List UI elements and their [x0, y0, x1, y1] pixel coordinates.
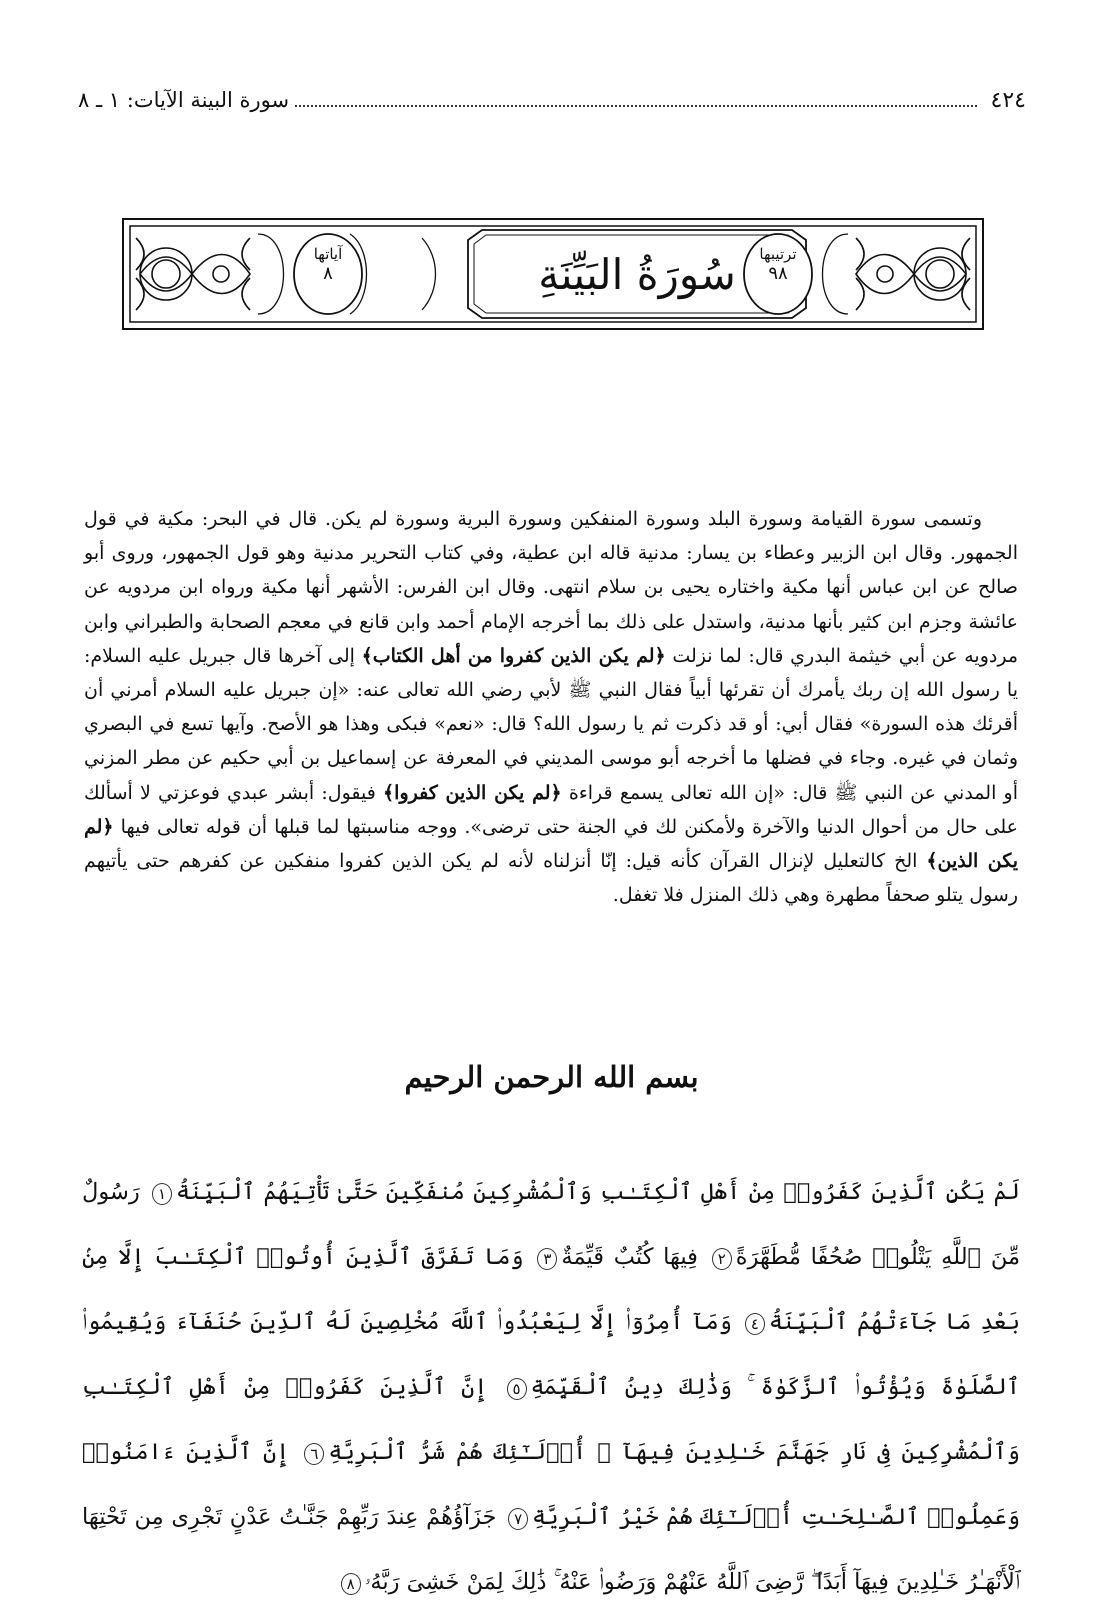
verse-text: وَمَا تَفَرَّقَ ٱلَّذِينَ أُوتُوا۟ ٱلْكِتَـٰبَ إِلَّا مِنۢ بَعْدِ مَا جَآءَتْهُمُ ٱلْبَيِّنَةُ: [82, 1244, 1021, 1335]
intro-text-2: إلى آخرها قال جبريل عليه السلام: يا رسول الله إن ربك يأمرك أن تقرئها أبياً فقال النبي ﷺ لأبي رضي الله تعالى عنه: «إن جبريل عليه السلام أمرني أن أقرئك هذه السورة» فقال أبي: أو قد ذكرت ثم يا رسول الله؟ قال: «نعم» فبكى وهذا هو الأصح. وآيها تسع في البصري وثمان في غيره. وجاء في فضلها ما أخرجه أبو موسى المديني في المعرفة عن إسماعيل بن أبي حكيم عن مطر المزني أو المدني عن النبي ﷺ قال: «إن الله تعالى يسمع قراءة: [84, 644, 1018, 804]
quote-3: ﴿لم يكن الذين﴾: [84, 815, 1018, 873]
verse-text: إِنَّ ٱلَّذِينَ ءَامَنُوا۟ وَعَمِلُوا۟ ٱلصَّـٰلِحَـٰتِ أُو۟لَـٰٓئِكَ هُمْ خَيْرُ ٱلْبَرِيَّةِ: [82, 1439, 1021, 1530]
surah-title: سُورَةُ البَيِّنَةِ: [538, 250, 736, 299]
running-header: [78, 88, 1026, 122]
basmala-heading: بسم الله الرحمن الرحيم: [404, 1060, 699, 1094]
order-badge: [746, 244, 810, 284]
verse-number: ٨: [341, 1573, 361, 1595]
verse-text: لَمْ يَكُنِ ٱلَّذِينَ كَفَرُوا۟ مِنْ أَهْلِ ٱلْكِتَـٰبِ وَٱلْمُشْرِكِينَ مُنفَكِّينَ حَتَّىٰ تَأْتِيَهُمُ ٱلْبَيِّنَةُ: [176, 1179, 1020, 1205]
verse-number: ٤: [745, 1313, 765, 1335]
quote-2: ﴿لم يكن الذين كفروا﴾: [383, 781, 562, 804]
order-value: ٩٨: [768, 263, 788, 284]
verse-number: ٥: [507, 1378, 527, 1400]
ornament-left: [136, 238, 250, 310]
verse-text: فِيهَا كُتُبٌ قَيِّمَةٌ: [561, 1244, 698, 1270]
verse-number: ٧: [508, 1508, 528, 1530]
verse-text: إِنَّ ٱلَّذِينَ كَفَرُوا۟ مِنْ أَهْلِ ٱلْكِتَـٰبِ وَٱلْمُشْرِكِينَ فِى نَارِ جَهَنَّمَ خَـٰلِدِينَ فِيهَآ ۚ أُو۟لَـٰٓئِكَ هُمْ شَرُّ ٱلْبَرِيَّةِ: [82, 1374, 1020, 1465]
quran-verses: [82, 1160, 1020, 1615]
intro-text-4: الخ كالتعليل لإنزال القرآن كأنه قيل: إنّا أنزلناه لأنه لم يكن الذين كفروا منفكين عن كفرهم حتى يأتيهم رسول يتلو صحفاً مطهرة وهي ذلك المنزل فلا تغفل.: [84, 850, 1018, 907]
verses-value: ٨: [323, 263, 333, 284]
verses-count-badge: [296, 244, 360, 284]
verse-number: ٢: [712, 1248, 732, 1270]
leader-dots: [295, 105, 976, 107]
surah-banner: [122, 218, 984, 330]
quote-1: ﴿لم يكن الذين كفروا من أهل الكتاب﴾: [361, 644, 666, 667]
verse-number: ١: [152, 1183, 172, 1205]
ornament-right: [856, 238, 970, 310]
order-label: ترتيبها: [759, 245, 797, 263]
verse-text: جَزَآؤُهُمْ عِندَ رَبِّهِمْ جَنَّـٰتُ عَدْنٍ تَجْرِى مِن تَحْتِهَا ٱلْأَنْهَـٰرُ خَـٰلِدِينَ فِيهَآ أَبَدًا ۖ رَّضِىَ ٱللَّهُ عَنْهُمْ وَرَضُوا۟ عَنْهُ ۚ ذَٰلِكَ لِمَنْ خَشِىَ رَبَّهُۥ: [82, 1504, 1020, 1595]
verse-text: وَمَآ أُمِرُوٓا۟ إِلَّا لِيَعْبُدُوا۟ ٱللَّهَ مُخْلِصِينَ لَهُ ٱلدِّينَ حُنَفَآءَ وَيُقِيمُوا۟ ٱلصَّلَوٰةَ وَيُؤْتُوا۟ ٱلزَّكَوٰةَ ۚ وَذَٰلِكَ دِينُ ٱلْقَيِّمَةِ: [82, 1309, 1020, 1400]
verses-label: آياتها: [313, 245, 343, 263]
intro-paragraph: [84, 502, 1018, 912]
verse-text: رَسُولٌ مِّنَ ٱللَّهِ يَتْلُوا۟ صُحُفًا مُّطَهَّرَةً: [82, 1179, 1021, 1270]
verse-number: ٣: [537, 1248, 557, 1270]
verse-number: ٦: [304, 1443, 324, 1465]
intro-text-3: فيقول: أبشر عبدي فوعزتي لا أسألك على حال من أحوال الدنيا والآخرة ولأمكنن لك في الجنة حتى ترضى». ووجه مناسبتها لما قبلها أن قوله تعالى فيها: [84, 781, 1019, 838]
intro-text-1: وتسمى سورة القيامة وسورة البلد وسورة المنفكين وسورة البرية وسورة لم يكن. قال في البحر: مكية في قول الجمهور. وقال ابن الزبير وعطاء بن يسار: مدنية قاله ابن عطية، وفي كتاب التحرير مدنية وهو قول الجمهور، وروى أبو صالح عن ابن عباس أنها مكية واختاره يحيى بن سلام انتهى. وقال ابن الفرس: الأشهر أنها مكية ورواه ابن مردويه عن عائشة وجزم ابن كثير بأنها مدنية، واستدل على ذلك بما أخرجه الإمام أحمد وابن قانع في معجم الصحابة والطبراني وابن مردويه عن أبي خيثمة البدري قال: لما نزلت: [84, 508, 1018, 667]
page-number: ٤٢٤: [990, 88, 1026, 113]
header-reference: سورة البينة الآيات: ١ ـ ٨: [78, 88, 290, 112]
